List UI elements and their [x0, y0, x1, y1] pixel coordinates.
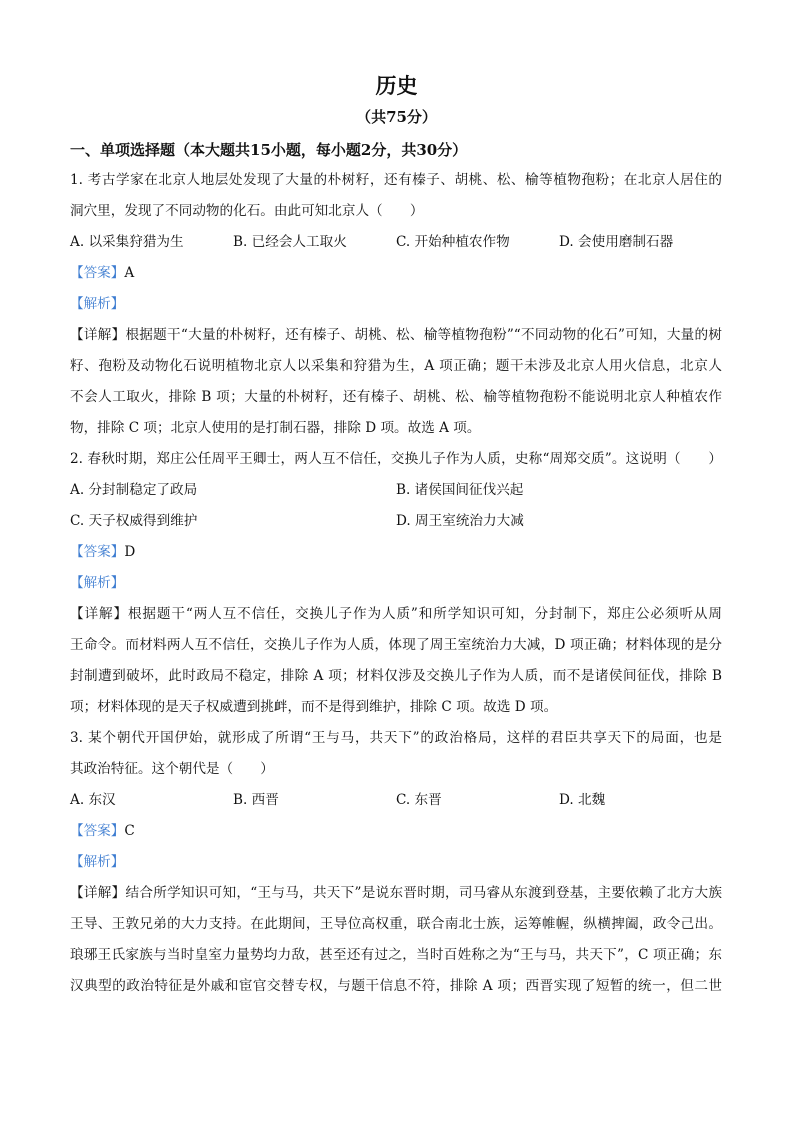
- option-b: B. 诸侯国间征伐兴起: [396, 482, 524, 498]
- detail-line: 王命令。而材料两人互不信任，交换儿子作为人质，体现了周王室统治力大减，D 项正确；材料体现的是分: [70, 637, 722, 653]
- option-a: A. 分封制稳定了政局: [70, 482, 198, 498]
- answer-line: [70, 261, 722, 292]
- detail-label: 【详解】: [70, 327, 126, 343]
- detail-line: 籽、孢粉及动物化石说明植物北京人以采集和狩猎为生，A 项正确；题干未涉及北京人用火信息，北京人: [70, 358, 722, 374]
- detail-line: 王导、王敦兄弟的大力支持。在此期间，王导位高权重，联合南北士族，运筹帷幄，纵横捭阖，政令己出。: [70, 916, 722, 932]
- question-stem: 2. 春秋时期，郑庄公任周平王卿士，两人互不信任，交换儿子作为人质，史称“周郑交质”。这说明（ ）: [70, 451, 722, 467]
- question-1: [70, 168, 722, 447]
- question-2: [70, 447, 722, 726]
- detail-line: 封制遭到破坏，此时政局不稳定，排除 A 项；材料仅涉及交换儿子作为人质，而不是诸侯间征伐，排除 B: [70, 668, 722, 684]
- detail-label: 【详解】: [70, 606, 128, 622]
- option-c: C. 开始种植农作物: [396, 234, 510, 250]
- detail-text: 根据题干“大量的朴树籽，还有榛子、胡桃、松、榆等植物孢粉”“不同动物的化石”可知，大量的树: [125, 327, 722, 343]
- options: [70, 788, 722, 819]
- question-stem: 洞穴里，发现了不同动物的化石。由此可知北京人（ ）: [70, 203, 424, 219]
- answer-line: [70, 540, 722, 571]
- analysis-label: 【解析】: [70, 854, 125, 870]
- option-d: D. 会使用磨制石器: [559, 234, 674, 250]
- answer-value: D: [124, 544, 136, 560]
- detail-line: 物，排除 C 项；北京人使用的是打制石器，排除 D 项。故选 A 项。: [70, 420, 481, 436]
- options: [70, 509, 722, 540]
- answer-label: 【答案】: [70, 544, 125, 560]
- option-d: D. 北魏: [559, 792, 606, 808]
- option-a: A. 以采集狩猎为生: [70, 234, 184, 250]
- answer-line: [70, 819, 722, 850]
- option-c: C. 东晋: [396, 792, 442, 808]
- option-b: B. 西晋: [233, 792, 279, 808]
- detail-line: 项；材料体现的是天子权威遭到挑衅，而不是得到维护，排除 C 项。故选 D 项。: [70, 699, 558, 715]
- detail-line: 不会人工取火，排除 B 项；大量的朴树籽，还有榛子、胡桃、松、榆等植物孢粉不能说明北京人种植农作: [70, 389, 722, 405]
- detail-text: 结合所学知识可知，“王与马，共天下”是说东晋时期，司马睿从东渡到登基，主要依赖了北方大族: [125, 885, 722, 901]
- detail-label: 【详解】: [70, 885, 126, 901]
- options: [70, 478, 722, 509]
- question-stem: 3. 某个朝代开国伊始，就形成了所谓“王与马，共天下”的政治格局，这样的君臣共享天下的局面，也是: [70, 730, 722, 746]
- detail-line: [70, 881, 722, 912]
- option-b: B. 已经会人工取火: [233, 234, 347, 250]
- answer-label: 【答案】: [70, 265, 125, 281]
- answer-label: 【答案】: [70, 823, 125, 839]
- answer-value: A: [124, 265, 135, 281]
- detail-text: 根据题干“两人互不信任，交换儿子作为人质”和所学知识可知，分封制下，郑庄公必须听从周: [127, 606, 722, 622]
- option-d: D. 周王室统治力大减: [396, 513, 524, 529]
- answer-value: C: [124, 823, 135, 839]
- total-score: （共75分）: [356, 108, 437, 126]
- document-body: [70, 168, 722, 1005]
- analysis-label: 【解析】: [70, 575, 125, 591]
- option-c: C. 天子权威得到维护: [70, 513, 198, 529]
- question-stem: 1. 考古学家在北京人地层处发现了大量的朴树籽，还有榛子、胡桃、松、榆等植物孢粉；在北京人居住的: [70, 172, 722, 188]
- question-3: [70, 726, 722, 1005]
- option-a: A. 东汉: [70, 792, 116, 808]
- analysis-label: 【解析】: [70, 296, 125, 312]
- options: [70, 230, 722, 261]
- question-stem: 其政治特征。这个朝代是（ ）: [70, 761, 274, 777]
- detail-line: [70, 323, 722, 354]
- detail-line: 琅琊王氏家族与当时皇室力量势均力敌，甚至还有过之，当时百姓称之为“王与马，共天下”，C 项正确；东: [70, 947, 722, 963]
- detail-line: [70, 602, 722, 633]
- page-title: 历史: [375, 73, 418, 98]
- detail-line: 汉典型的政治特征是外戚和宦官交替专权，与题干信息不符，排除 A 项；西晋实现了短暂的统一，但二世: [70, 978, 722, 994]
- section-heading: 一、单项选择题（本大题共15小题，每小题2分，共30分）: [70, 141, 468, 159]
